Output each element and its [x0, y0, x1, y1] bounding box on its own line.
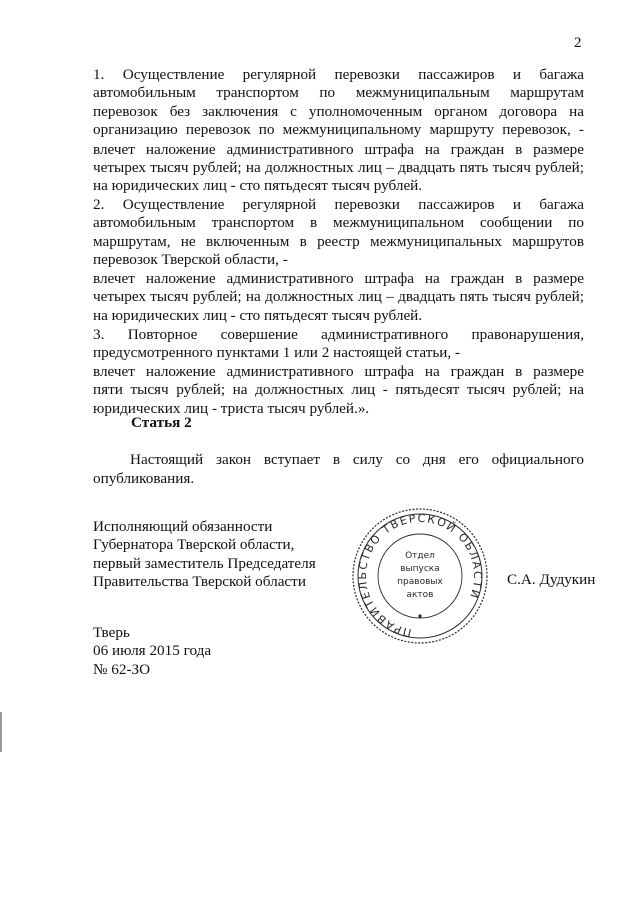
stamp-inner-line-3: правовых	[397, 577, 443, 587]
point-3-penalty-line-1: влечет наложение административного штрафа на граждан в размере	[93, 363, 584, 380]
page-number: 2	[574, 35, 582, 51]
signer-title-line-2: Губернатора Тверской области,	[93, 536, 295, 553]
point-3-penalty-line-3: юридических лиц - триста тысяч рублей.».	[93, 400, 370, 417]
point-2-line-1: 2. Осуществление регулярной перевозки пассажиров и багажа	[93, 196, 584, 213]
signer-name: С.А. Дудукин	[507, 571, 596, 588]
signer-title-line-3: первый заместитель Председателя	[93, 555, 316, 572]
city: Тверь	[93, 624, 130, 641]
point-3-penalty-line-2: пяти тысяч рублей; на должностных лиц - пятьдесят тысяч рублей; на	[93, 381, 584, 398]
point-2-penalty-line-2: четырех тысяч рублей; на должностных лиц – двадцать пять тысяч рублей;	[93, 288, 584, 305]
point-3-line-1: 3. Повторное совершение административного правонарушения,	[93, 326, 584, 343]
point-2-penalty-line-3: на юридических лиц - сто пятьдесят тысяч рублей.	[93, 307, 423, 324]
point-1-line-3: перевозок без заключения с уполномоченным органом договора на	[93, 103, 584, 120]
point-1-penalty-line-2: четырех тысяч рублей; на должностных лиц – двадцать пять тысяч рублей;	[93, 159, 584, 176]
official-stamp	[346, 506, 494, 646]
law-number: № 62-ЗО	[93, 661, 151, 678]
point-2-line-3: маршрутам, не включенным в реестр межмуниципальных маршрутов	[93, 233, 584, 250]
point-3-line-2: предусмотренного пунктами 1 или 2 настоящей статьи, -	[93, 344, 461, 361]
point-1-penalty-line-1: влечет наложение административного штрафа на граждан в размере	[93, 141, 584, 158]
stamp-inner-line-1: Отдел	[405, 551, 435, 561]
svg-text:ПРАВИТЕЛЬСТВО ТВЕРСКОЙ ОБЛАСТИ	[356, 512, 484, 639]
law-date: 06 июля 2015 года	[93, 642, 212, 659]
article-2-heading: Статья 2	[131, 414, 192, 431]
stamp-inner-line-4: актов	[406, 590, 434, 600]
stamp-ring-text: ПРАВИТЕЛЬСТВО ТВЕРСКОЙ ОБЛАСТИ	[355, 511, 485, 640]
stamp-star-icon	[418, 614, 421, 617]
stamp-inner-line-2: выпуска	[400, 564, 440, 574]
point-2-penalty-line-1: влечет наложение административного штрафа на граждан в размере	[93, 270, 584, 287]
signer-title-line-1: Исполняющий обязанности	[93, 518, 273, 535]
point-1-penalty-line-3: на юридических лиц - сто пятьдесят тысяч рублей.	[93, 177, 423, 194]
point-1-line-4: организацию перевозок по межмуниципальному маршруту перевозок, -	[93, 121, 584, 138]
point-2-line-4: перевозок Тверской области, -	[93, 251, 288, 268]
signer-title-line-4: Правительства Тверской области	[93, 573, 306, 590]
article-2-text: Настоящий закон вступает в силу со дня его официального опубликования.	[93, 451, 584, 487]
scan-edge-mark	[0, 712, 2, 752]
point-2-line-2: автомобильным транспортом в межмуниципальном сообщении по	[93, 214, 584, 231]
point-1-line-2: автомобильным транспортом по межмуниципальным маршрутам	[93, 84, 584, 101]
point-1-line-1: 1. Осуществление регулярной перевозки пассажиров и багажа	[93, 66, 584, 83]
